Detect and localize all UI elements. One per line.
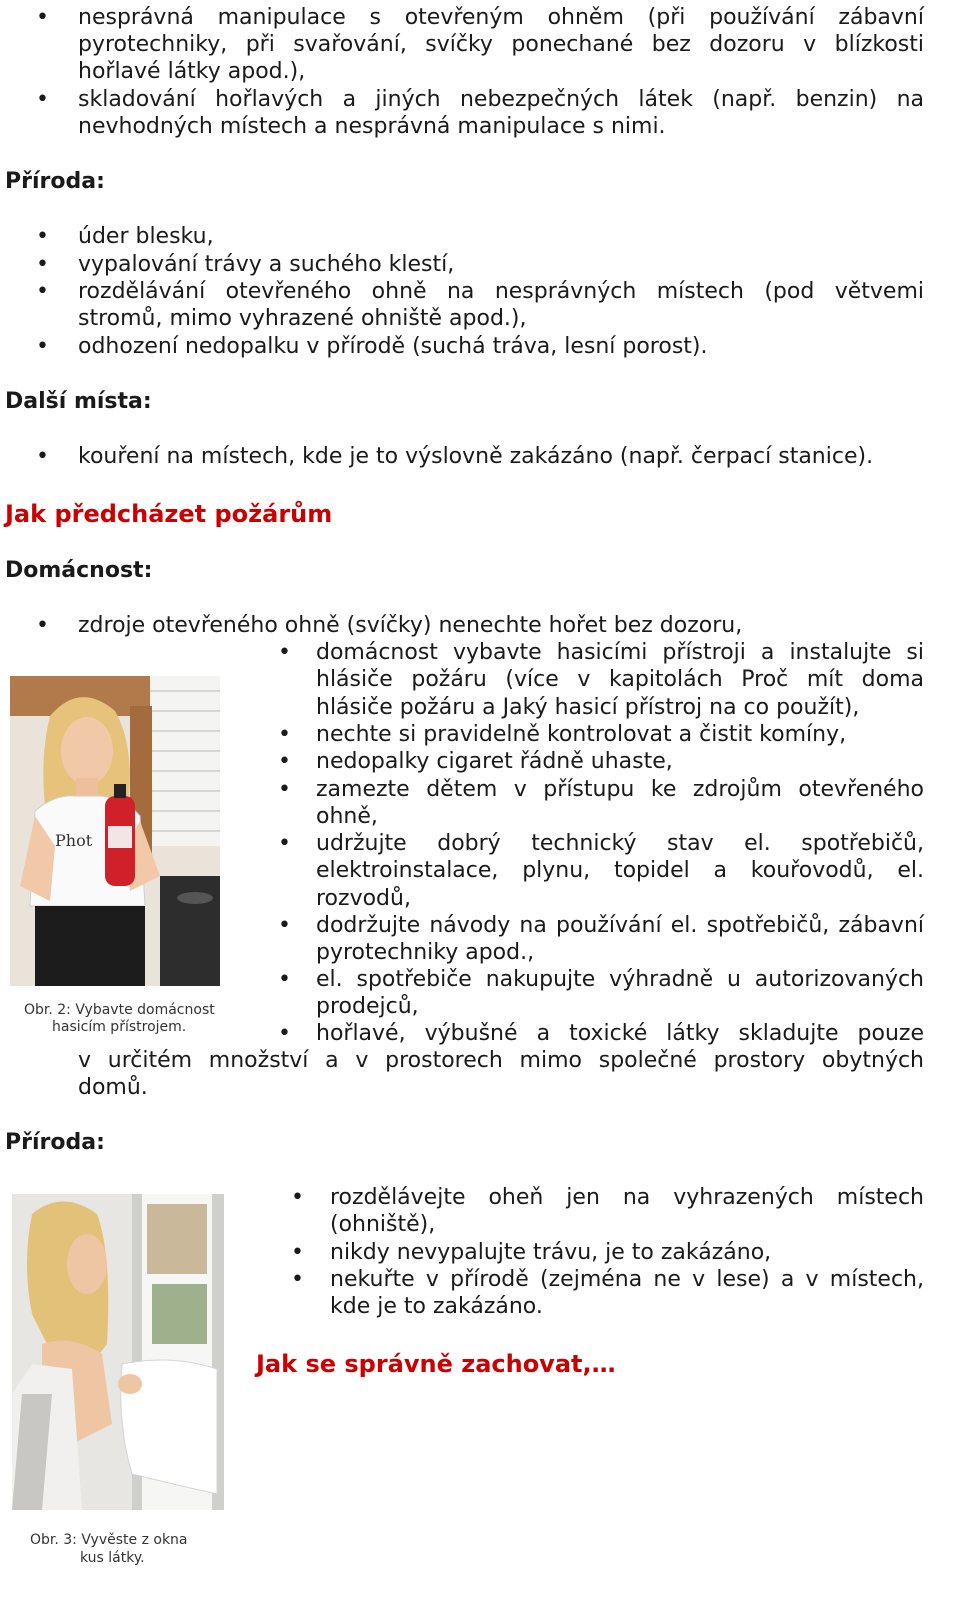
list-item-text: kde je to zakázáno. <box>330 1294 543 1319</box>
list-item-text: v určitém množství a v prostorech mimo společné prostory obytných <box>78 1048 924 1073</box>
bullet-dot: • <box>278 640 291 665</box>
caption-line: kus látky. <box>80 1550 145 1566</box>
woman-extinguisher-illustration <box>10 676 220 986</box>
caption-line: Obr. 3: Vyvěste z okna <box>30 1532 188 1548</box>
section-heading-how-to-behave: Jak se správně zachovat,… <box>256 1350 616 1378</box>
bullet-dot: • <box>36 224 49 249</box>
list-item-text: dodržujte návody na používání el. spotřebičů, zábavní <box>316 913 924 938</box>
bullet-dot: • <box>36 252 49 277</box>
bullet-dot: • <box>278 722 291 747</box>
list-item-text: el. spotřebiče nakupujte výhradně u autorizovaných <box>316 967 924 992</box>
list-item-text: prodejců, <box>316 994 419 1019</box>
list-item-text: rozdělávejte oheň jen na vyhrazených místech <box>330 1185 924 1210</box>
list-item-text: skladování hořlavých a jiných nebezpečných látek (např. benzin) na <box>78 87 924 112</box>
bullet-dot: • <box>36 613 49 638</box>
list-item-text: (ohniště), <box>330 1212 436 1237</box>
list-item-text: nedopalky cigaret řádně uhaste, <box>316 749 673 774</box>
caption-line: Obr. 2: Vybavte domácnost <box>24 1002 215 1018</box>
list-item-text: nevhodných místech a nesprávná manipulace s nimi. <box>78 114 666 139</box>
list-item-text: odhození nedopalku v přírodě (suchá tráva, lesní porost). <box>78 334 708 359</box>
section-heading-priroda: Příroda: <box>5 169 105 194</box>
bullet-dot: • <box>36 279 49 304</box>
list-item-text: pyrotechniky, při svařování, svíčky ponechané bez dozoru v blízkosti <box>78 32 924 57</box>
list-item-text: nikdy nevypalujte trávu, je to zakázáno, <box>330 1240 772 1265</box>
woman-window-illustration <box>12 1194 224 1510</box>
bullet-dot: • <box>278 1021 291 1046</box>
section-heading-priroda-prevention: Příroda: <box>5 1130 105 1155</box>
list-item-text: nechte si pravidelně kontrolovat a čistit komíny, <box>316 722 847 747</box>
bullet-dot: • <box>36 334 49 359</box>
list-item-text: vypalování trávy a suchého klestí, <box>78 252 455 277</box>
section-heading-prevention: Jak předcházet požárům <box>5 500 333 528</box>
list-item-text: hlásiče požáru a Jaký hasicí přístroj na co použít), <box>316 695 860 720</box>
list-item-text: rozvodů, <box>316 886 411 911</box>
bullet-dot: • <box>291 1240 304 1265</box>
list-item-text: elektroinstalace, plynu, topidel a kouřovodů, el. <box>316 858 924 883</box>
list-item-text: kouření na místech, kde je to výslovně zakázáno (např. čerpací stanice). <box>78 444 874 469</box>
list-item-text: ohně, <box>316 804 378 829</box>
bullet-dot: • <box>36 87 49 112</box>
list-item-text: nesprávná manipulace s otevřeným ohněm (při používání zábavní <box>78 5 924 30</box>
list-item-text: domů. <box>78 1075 148 1100</box>
bullet-dot: • <box>36 444 49 469</box>
section-heading-dalsi-mista: Další místa: <box>5 389 152 414</box>
list-item-text: hořlavé látky apod.), <box>78 59 306 84</box>
list-item-text: hořlavé, výbušné a toxické látky skladujte pouze <box>316 1021 924 1046</box>
list-item-text: stromů, mimo vyhrazené ohniště apod.), <box>78 306 527 331</box>
list-item-text: rozdělávání otevřeného ohně na nesprávných místech (pod větvemi <box>78 279 924 304</box>
list-item-text: zamezte dětem v přístupu ke zdrojům otevřeného <box>316 777 924 802</box>
bullet-dot: • <box>278 777 291 802</box>
bullet-dot: • <box>291 1267 304 1292</box>
bullet-dot: • <box>278 831 291 856</box>
bullet-dot: • <box>278 749 291 774</box>
list-item-text: nekuřte v přírodě (zejména ne v lese) a v místech, <box>330 1267 924 1292</box>
list-item-text: pyrotechniky apod., <box>316 940 535 965</box>
figure-extinguisher-photo <box>10 676 220 986</box>
bullet-dot: • <box>36 5 49 30</box>
list-item-text: zdroje otevřeného ohně (svíčky) nenechte hořet bez dozoru, <box>78 613 743 638</box>
list-item-text: domácnost vybavte hasicími přístroji a instalujte si <box>316 640 924 665</box>
list-item-text: úder blesku, <box>78 224 214 249</box>
list-item-text: hlásiče požáru (více v kapitolách Proč mít doma <box>316 667 924 692</box>
bullet-dot: • <box>291 1185 304 1210</box>
figure-window-photo <box>12 1194 224 1510</box>
bullet-dot: • <box>278 967 291 992</box>
list-item-text: udržujte dobrý technický stav el. spotřebičů, <box>316 831 924 856</box>
section-heading-domacnost: Domácnost: <box>5 558 153 583</box>
bullet-dot: • <box>278 913 291 938</box>
svg-text:Phot: Phot <box>55 831 93 850</box>
caption-line: hasicím přístrojem. <box>52 1019 187 1035</box>
